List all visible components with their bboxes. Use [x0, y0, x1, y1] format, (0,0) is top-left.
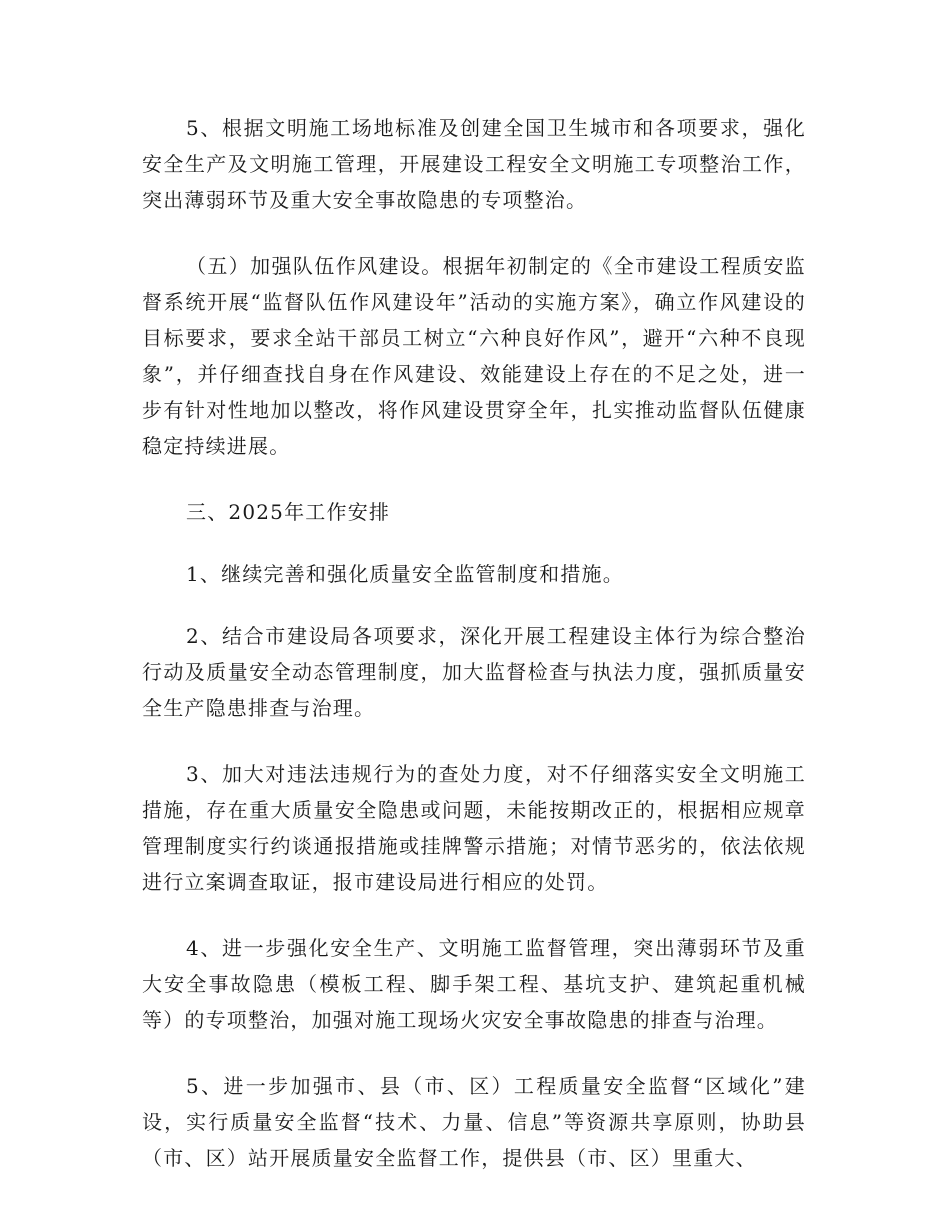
- paragraph-item-5-civilized-construction: 5、根据文明施工场地标准及创建全国卫生城市和各项要求，强化安全生产及文明施工管理，开展建设工程安全文明施工专项整治工作，突出薄弱环节及重大安全事故隐患的专项整治。: [142, 116, 806, 212]
- section-heading-2025-work-plan: 三、2025年工作安排: [186, 500, 391, 524]
- document-page: [142, 110, 806, 1206]
- paragraph-team-style-building: （五）加强队伍作风建设。根据年初制定的《全市建设工程质安监督系统开展“监督队伍作风建设年”活动的实施方案》，确立作风建设的目标要求，要求全站干部员工树立“六种良好作风”，避开“六种不良现象”，并仔细查找自身在作风建设、效能建设上存在的不足之处，进一步有针对性地加以整改，将作风建设贯穿全年，扎实推动监督队伍健康稳定持续进展。: [142, 254, 806, 458]
- paragraph-item-5-regional-supervision: 5、进一步加强市、县（市、区）工程质量安全监督“区域化”建设，实行质量安全监督“技术、力量、信息”等资源共享原则，协助县（市、区）站开展质量安全监督工作，提供县（市、区）里重大、: [142, 1074, 806, 1170]
- paragraph-item-2: 2、结合市建设局各项要求，深化开展工程建设主体行为综合整治行动及质量安全动态管理制度，加大监督检查与执法力度，强抓质量安全生产隐患排查与治理。: [142, 624, 806, 720]
- paragraph-item-1: 1、继续完善和强化质量安全监管制度和措施。: [186, 562, 624, 586]
- paragraph-item-4: 4、进一步强化安全生产、文明施工监督管理，突出薄弱环节及重大安全事故隐患（模板工程、脚手架工程、基坑支护、建筑起重机械等）的专项整治，加强对施工现场火灾安全事故隐患的排查与治理。: [142, 936, 806, 1032]
- paragraph-item-3: 3、加大对违法违规行为的查处力度，对不仔细落实安全文明施工措施，存在重大质量安全隐患或问题，未能按期改正的，根据相应规章管理制度实行约谈通报措施或挂牌警示措施；对情节恶劣的，依法依规进行立案调查取证，报市建设局进行相应的处罚。: [142, 762, 806, 894]
